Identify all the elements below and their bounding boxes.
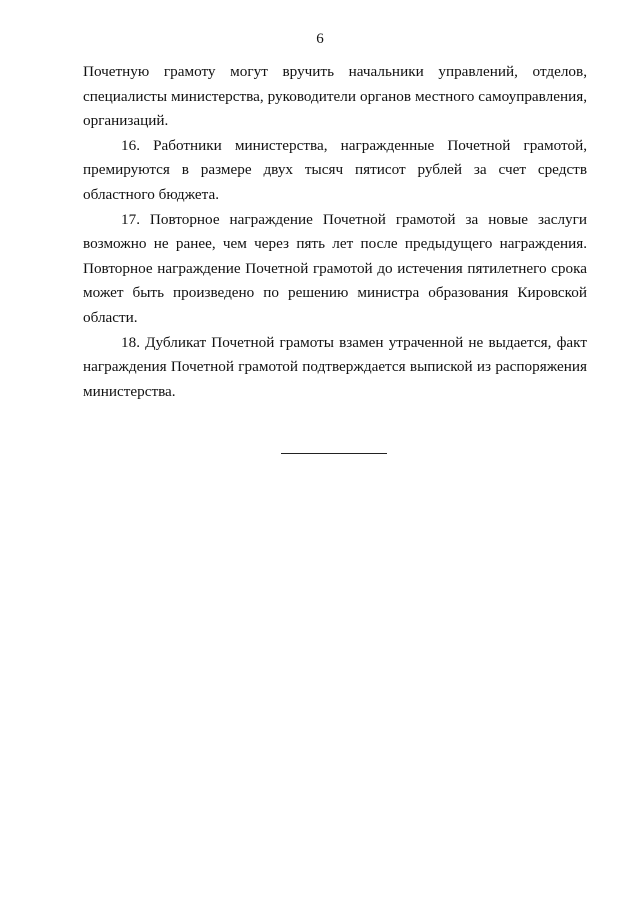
paragraph-17: 17. Повторное награждение Почетной грамотой за новые заслуги возможно не ранее, чем через пять лет после предыдущего награждения. Повторное награждение Почетной грамотой до истечения пятилетнего срока может быть произведено по решению министра образования Кировской области. (83, 210, 587, 326)
page-number: 6 (316, 31, 324, 47)
end-of-document-rule (281, 453, 387, 454)
document-body (83, 60, 587, 404)
paragraph-16: 16. Работники министерства, награжденные Почетной грамотой, премируются в размере двух тысяч пятисот рублей за счет средств областного бюджета. (83, 136, 587, 203)
paragraph-continuation: Почетную грамоту могут вручить начальники управлений, отделов, специалисты министерства, руководители органов местного самоуправления, организаций. (83, 63, 587, 130)
paragraph-18: 18. Дубликат Почетной грамоты взамен утраченной не выдается, факт награждения Почетной грамотой подтверждается выпиской из распоряжения министерства. (83, 333, 587, 400)
